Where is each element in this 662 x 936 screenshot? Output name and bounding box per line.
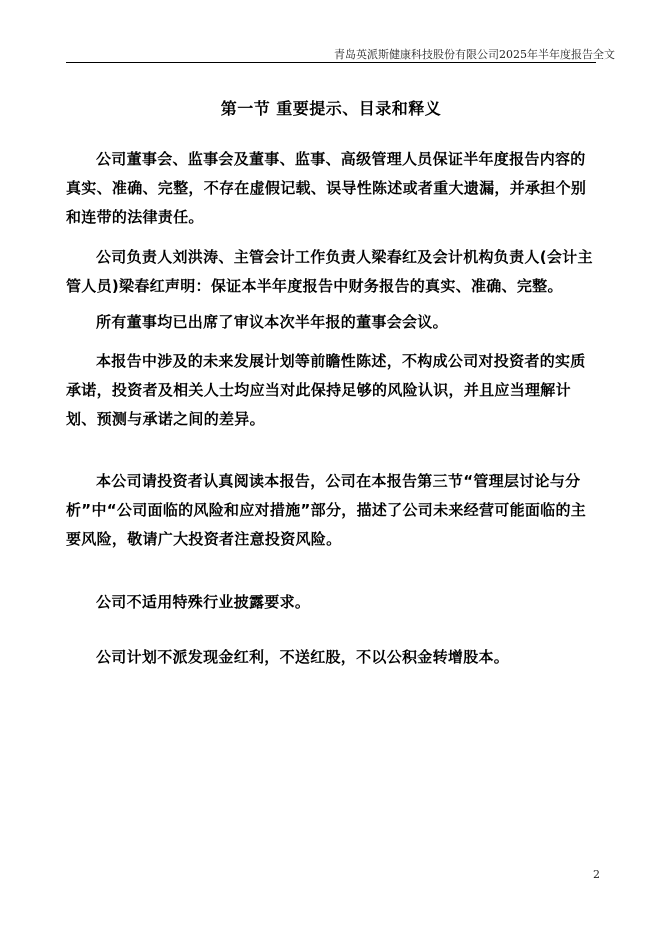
header-divider: [66, 62, 596, 63]
paragraph-directors-attendance: 所有董事均已出席了审议本次半年报的董事会会议。: [96, 313, 448, 331]
paragraph-board-guarantee: 公司董事会、监事会及董事、监事、高级管理人员保证半年度报告内容的真实、准确、完整，不存在虚假记载、误导性陈述或者重大遗漏，并承担个别和连带的法律责任。: [66, 150, 587, 226]
paragraph-industry-disclosure: 公司不适用特殊行业披露要求。: [96, 593, 311, 611]
paragraph-responsible-persons: 公司负责人刘洪涛、主管会计工作负责人梁春红及会计机构负责人(会计主管人员)梁春红声明：保证本半年度报告中财务报告的真实、准确、完整。: [66, 248, 593, 295]
paragraph-forward-looking: 本报告中涉及的未来发展计划等前瞻性陈述，不构成公司对投资者的实质承诺，投资者及相关人士均应当对此保持足够的风险认识，并且应当理解计划、预测与承诺之间的差异。: [66, 352, 586, 428]
paragraph-risk-notice: 本公司请投资者认真阅读本报告，公司在本报告第三节“管理层讨论与分析”中“公司面临的风险和应对措施”部分，描述了公司未来经营可能面临的主要风险，敬请广大投资者注意投资风险。: [66, 472, 587, 548]
section-title: 第一节 重要提示、目录和释义: [220, 99, 442, 118]
running-header: 青岛英派斯健康科技股份有限公司2025年半年度报告全文: [334, 48, 615, 61]
page-number: 2: [593, 868, 600, 881]
paragraph-dividend-plan: 公司计划不派发现金红利，不送红股，不以公积金转增股本。: [96, 648, 510, 666]
